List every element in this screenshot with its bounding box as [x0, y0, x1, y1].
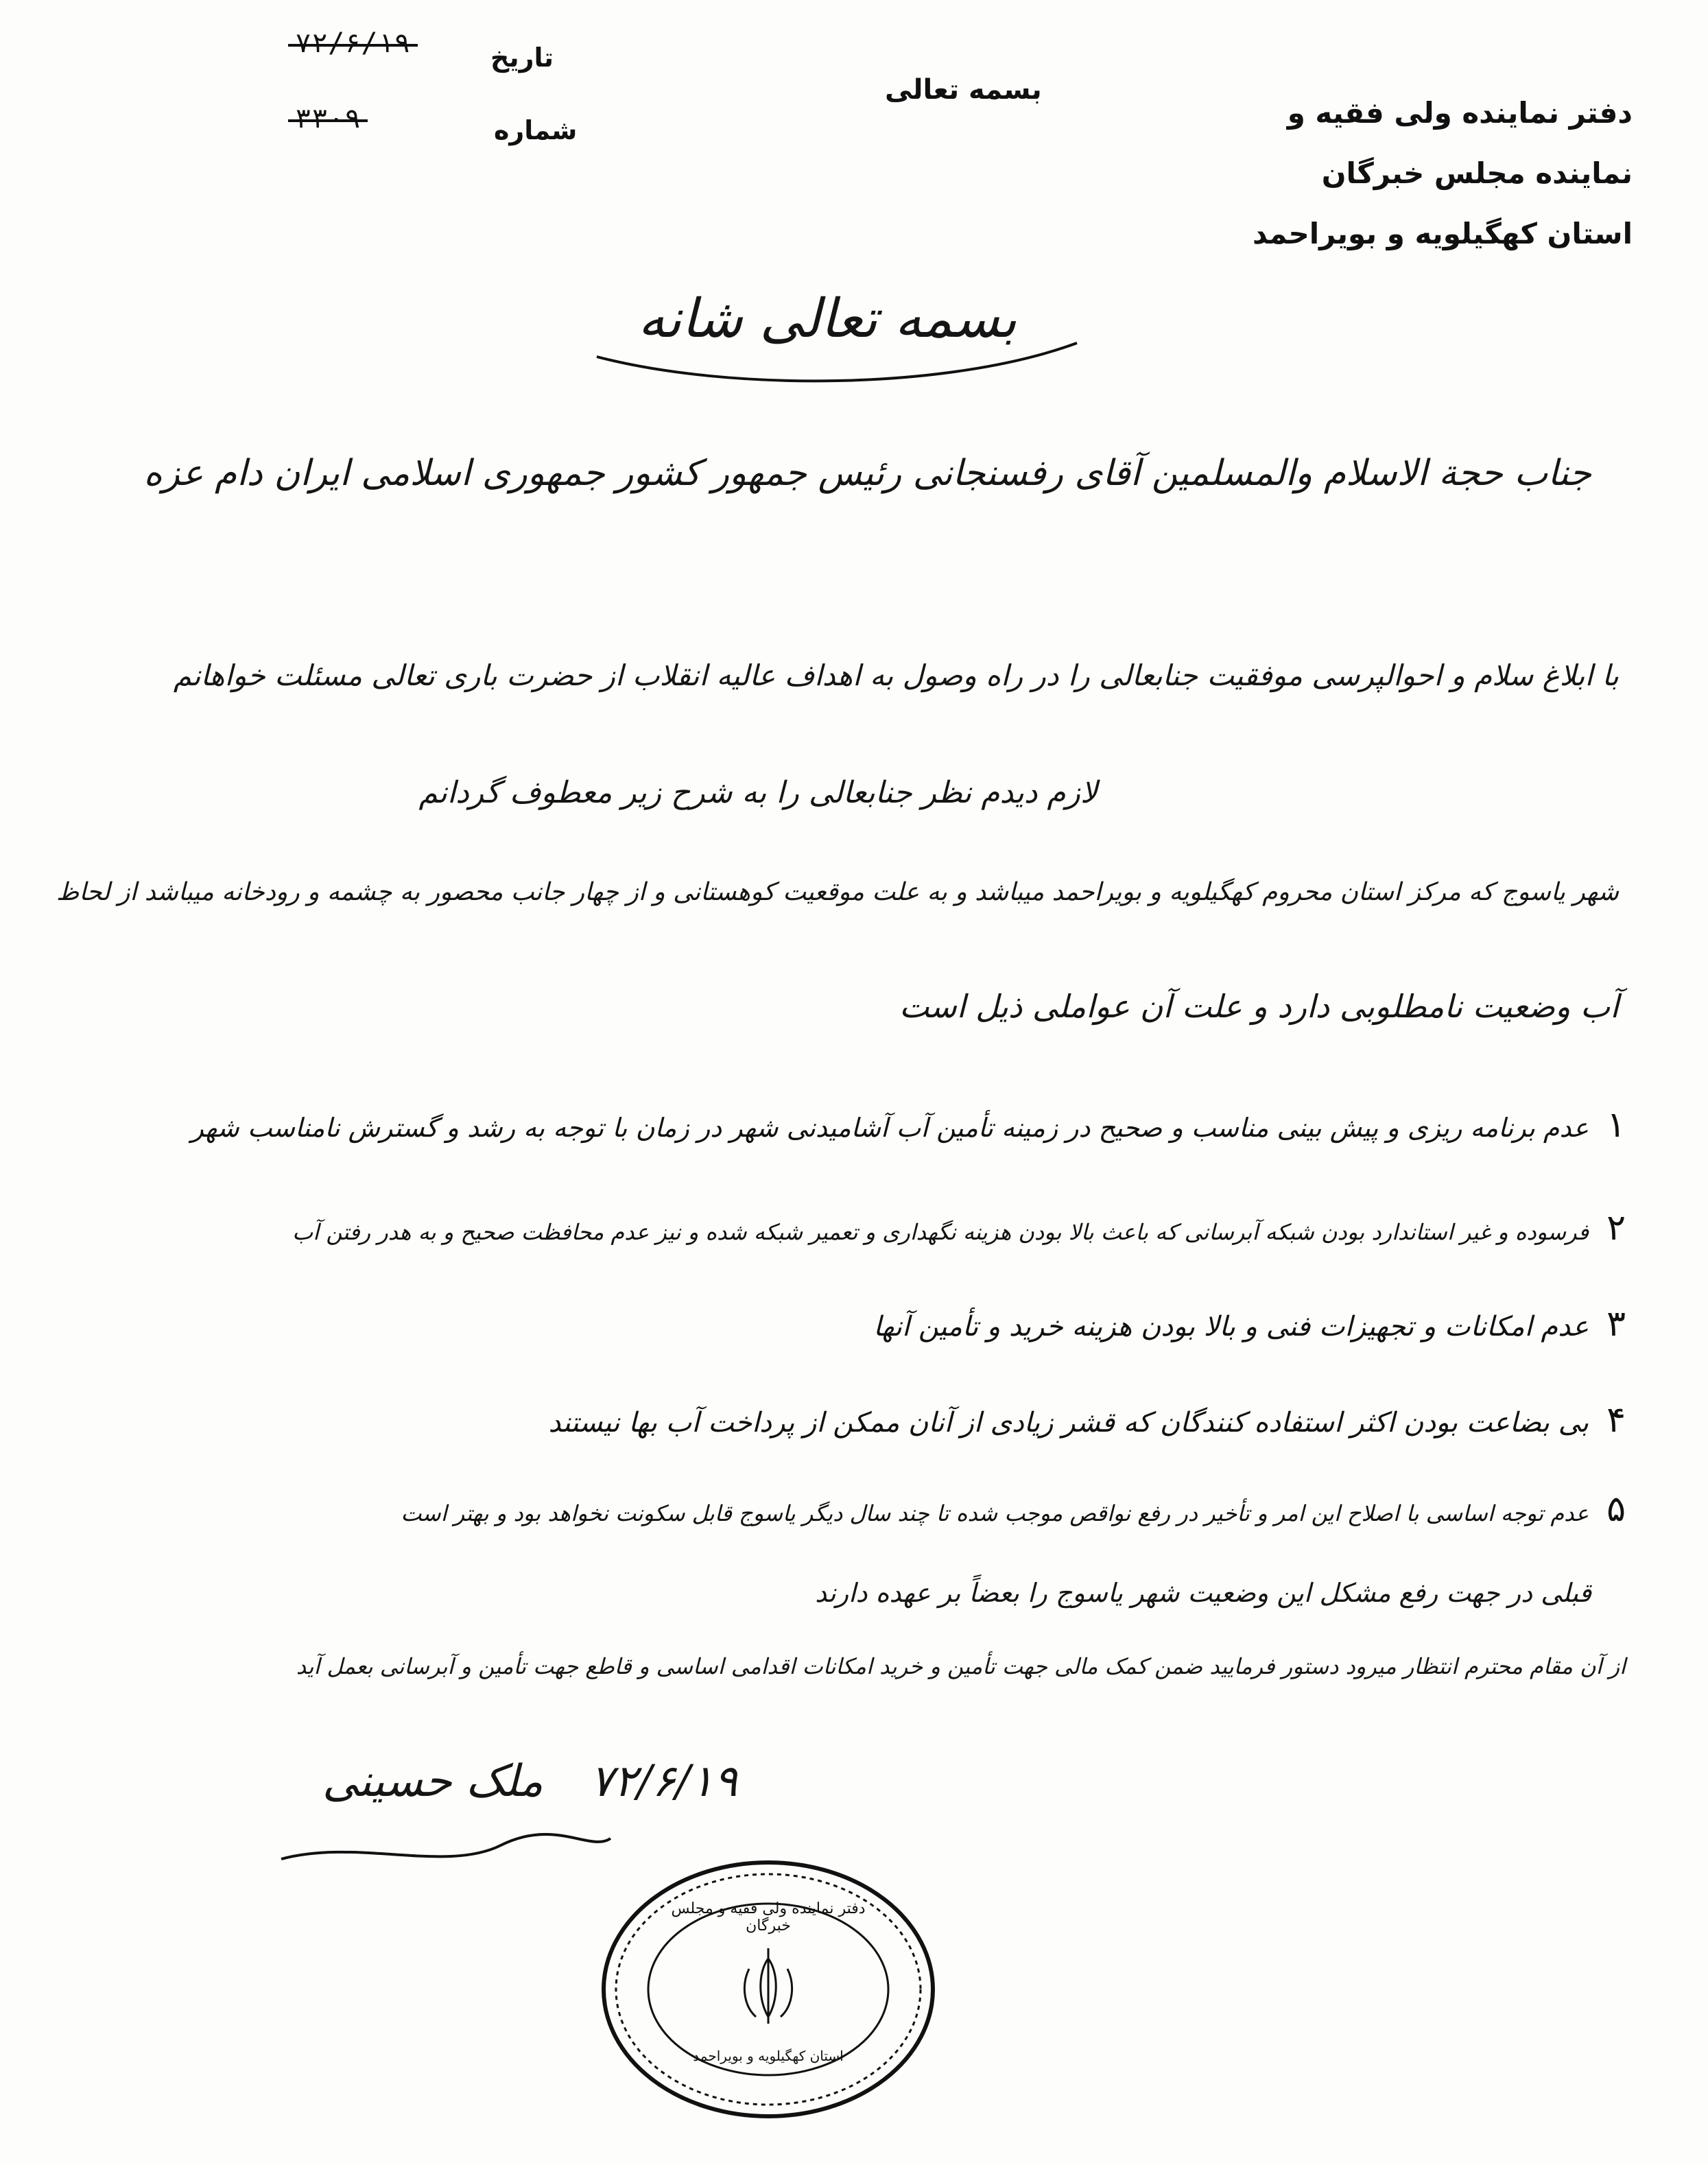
office-header-line3: استان کهگیلویه و بویراحمد	[1253, 217, 1633, 250]
closing-line-1: قبلی در جهت رفع مشکل این وضعیت شهر یاسوج را بعضاً بر عهده دارند	[815, 1578, 1591, 1608]
list-item-1	[191, 1104, 1626, 1146]
seal-text-bottom: استان کهگیلویه و بویراحمد	[693, 2048, 844, 2064]
date-value: ۷۲/۶/۱۹	[295, 27, 411, 59]
list-item-4	[548, 1399, 1626, 1441]
list-item-number: ۵	[1606, 1489, 1626, 1530]
list-item-number: ۱	[1606, 1104, 1626, 1146]
addressee-line: جناب حجة الاسلام والمسلمین آقای رفسنجانی رئیس جمهور کشور جمهوری اسلامی ایران دام عزه	[143, 453, 1591, 494]
printed-basmala: بسمه تعالی	[885, 74, 1042, 106]
list-item-text: فرسوده و غیر استاندارد بودن شبکه آبرسانی که باعث بالا بودن هزینه نگهداری و تعمیر شبکه شده و نیز عدم محافظت صحیح و به هدر رفتن آب	[292, 1219, 1589, 1245]
intro-line-3: آب وضعیت نامطلوبی دارد و علت آن عواملی ذیل است	[899, 988, 1619, 1025]
number-label: شماره	[494, 115, 578, 145]
handwritten-invocation: بسمه تعالی شانه	[638, 288, 1017, 350]
seal-text-top: دفتر نماینده ولی فقیه و مجلس خبرگان	[671, 1900, 866, 1935]
list-item-text: عدم امکانات و تجهیزات فنی و بالا بودن هزینه خرید و تأمین آنها	[873, 1311, 1589, 1342]
official-seal-icon	[597, 1852, 940, 2127]
list-item-5	[401, 1489, 1626, 1530]
list-item-text: بی بضاعت بودن اکثر استفاده کنندگان که قشر زیادی از آنان ممکن از پرداخت آب بها نیستند	[548, 1407, 1589, 1439]
intro-line-1: لازم دیدم نظر جنابعالی را به شرح زیر معطوف گردانم	[418, 775, 1098, 810]
list-item-3	[873, 1303, 1626, 1345]
greeting-line: با ابلاغ سلام و احوالپرسی موفقیت جنابعالی را در راه وصول به اهداف عالیه انقلاب از حضرت باری تعالی مسئلت خواهانم	[173, 659, 1619, 692]
office-header-line2: نماینده مجلس خبرگان	[1321, 156, 1633, 190]
list-item-number: ۲	[1606, 1207, 1626, 1249]
signature-underline	[274, 1825, 617, 1880]
signature: ملک حسینی	[322, 1756, 543, 1807]
list-item-number: ۴	[1606, 1399, 1626, 1441]
list-item-text: عدم برنامه ریزی و پیش بینی مناسب و صحیح در زمینه تأمین آب آشامیدنی شهر در زمان با توجه به رشد و گسترش نامناسب شهر	[191, 1113, 1589, 1143]
signature-date: ۷۲/۶/۱۹	[590, 1756, 737, 1807]
intro-line-2: شهر یاسوج که مرکز استان محروم کهگیلویه و بویراحمد میباشد و به علت موقعیت کوهستانی و از چهار جانب محصور به چشمه و رودخانه میباشد از لحاظ	[56, 878, 1619, 906]
date-label: تاریخ	[490, 43, 554, 73]
list-item-2	[292, 1207, 1626, 1249]
number-value: ۳۳۰۹	[295, 103, 361, 134]
invocation-flourish	[590, 329, 1084, 391]
closing-line-2: از آن مقام محترم انتظار میرود دستور فرمایید ضمن کمک مالی جهت تأمین و خرید امکانات اقدامی اساسی و قاطع جهت تأمین و آبرسانی بعمل آید	[296, 1653, 1626, 1679]
list-item-number: ۳	[1606, 1303, 1626, 1345]
office-header-line1: دفتر نماینده ولی فقیه و	[1287, 96, 1633, 130]
list-item-text: عدم توجه اساسی با اصلاح این امر و تأخیر در رفع نواقص موجب شده تا چند سال دیگر یاسوج قابل سکونت نخواهد بود و بهتر است	[401, 1500, 1589, 1526]
